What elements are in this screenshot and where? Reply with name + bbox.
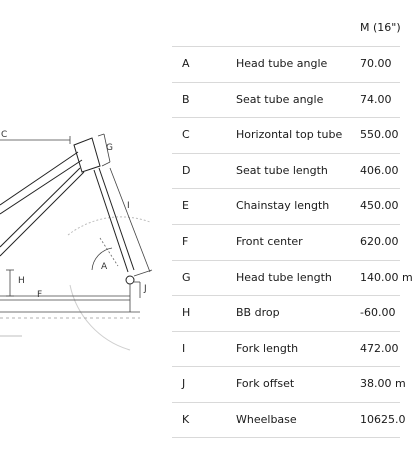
label-f: F: [37, 290, 43, 300]
row-value: 450.00: [360, 199, 399, 213]
row-label: Horizontal top tube: [236, 128, 343, 142]
row-label: Seat tube length: [236, 163, 328, 177]
row-letter: H: [182, 306, 191, 320]
row-value: 620.00: [360, 234, 399, 248]
size-column-header: M (16"): [360, 21, 401, 34]
label-i: I: [127, 201, 130, 211]
row-label: Seat tube angle: [236, 92, 324, 106]
front-wheel-lower-arc: [70, 285, 130, 350]
table-body: [172, 46, 413, 438]
table-row: [172, 224, 400, 260]
row-value: -60.00: [360, 306, 396, 320]
g-dimension-bottom: [102, 162, 110, 166]
down-tube-upper-line: [0, 168, 80, 247]
row-label: Head tube length: [236, 270, 332, 284]
row-letter: A: [182, 57, 190, 70]
front-axle: [126, 276, 134, 284]
table-row: [172, 82, 400, 118]
table-header: [172, 10, 400, 46]
row-value: 472.00: [360, 341, 399, 355]
top-tube-upper-line: [0, 152, 78, 205]
row-letter: E: [182, 199, 189, 213]
row-label: Wheelbase: [236, 412, 297, 426]
table-row: [172, 117, 400, 153]
label-a: A: [101, 262, 108, 272]
table-row: [172, 295, 400, 331]
row-label: Head tube angle: [236, 57, 328, 70]
g-dimension-top: [98, 134, 104, 136]
label-j: J: [144, 284, 147, 294]
table-row: [172, 188, 400, 224]
label-g: G: [106, 143, 113, 153]
row-letter: D: [182, 163, 191, 177]
row-letter: J: [182, 377, 186, 391]
row-value: 550.00: [360, 128, 399, 142]
row-label: Front center: [236, 234, 303, 248]
row-letter: F: [182, 234, 189, 248]
row-letter: K: [182, 412, 190, 426]
geometry-table: [172, 10, 413, 438]
table-row: [172, 331, 400, 367]
frame-geometry-drawing: [0, 0, 172, 457]
table-row: [172, 366, 406, 402]
table-row: [172, 46, 400, 82]
row-letter: I: [182, 341, 186, 355]
fork-leg-left: [94, 170, 128, 272]
row-label: BB drop: [236, 306, 280, 320]
row-letter: C: [182, 128, 190, 142]
row-value: 74.00: [360, 92, 392, 106]
label-h: H: [18, 276, 25, 286]
row-value: 406.00: [360, 163, 399, 177]
front-wheel-arc: [68, 217, 150, 235]
label-c: C: [1, 130, 8, 140]
row-value: 70.00: [360, 57, 392, 70]
row-letter: G: [182, 270, 191, 284]
geometry-diagram: [0, 0, 172, 457]
row-value: 140.00 m: [360, 270, 413, 284]
table-row: [172, 153, 400, 189]
table-row: [172, 260, 413, 296]
row-value: 38.00 m: [360, 377, 406, 391]
row-letter: B: [182, 92, 190, 106]
row-label: Chainstay length: [236, 199, 330, 213]
row-value: 10625.0: [360, 412, 406, 426]
table-row: [172, 402, 406, 438]
down-tube-lower-line: [0, 172, 84, 256]
head-tube: [74, 138, 100, 172]
row-label: Fork offset: [236, 377, 295, 391]
i-dimension-tick: [134, 270, 152, 276]
row-label: Fork length: [236, 341, 299, 355]
